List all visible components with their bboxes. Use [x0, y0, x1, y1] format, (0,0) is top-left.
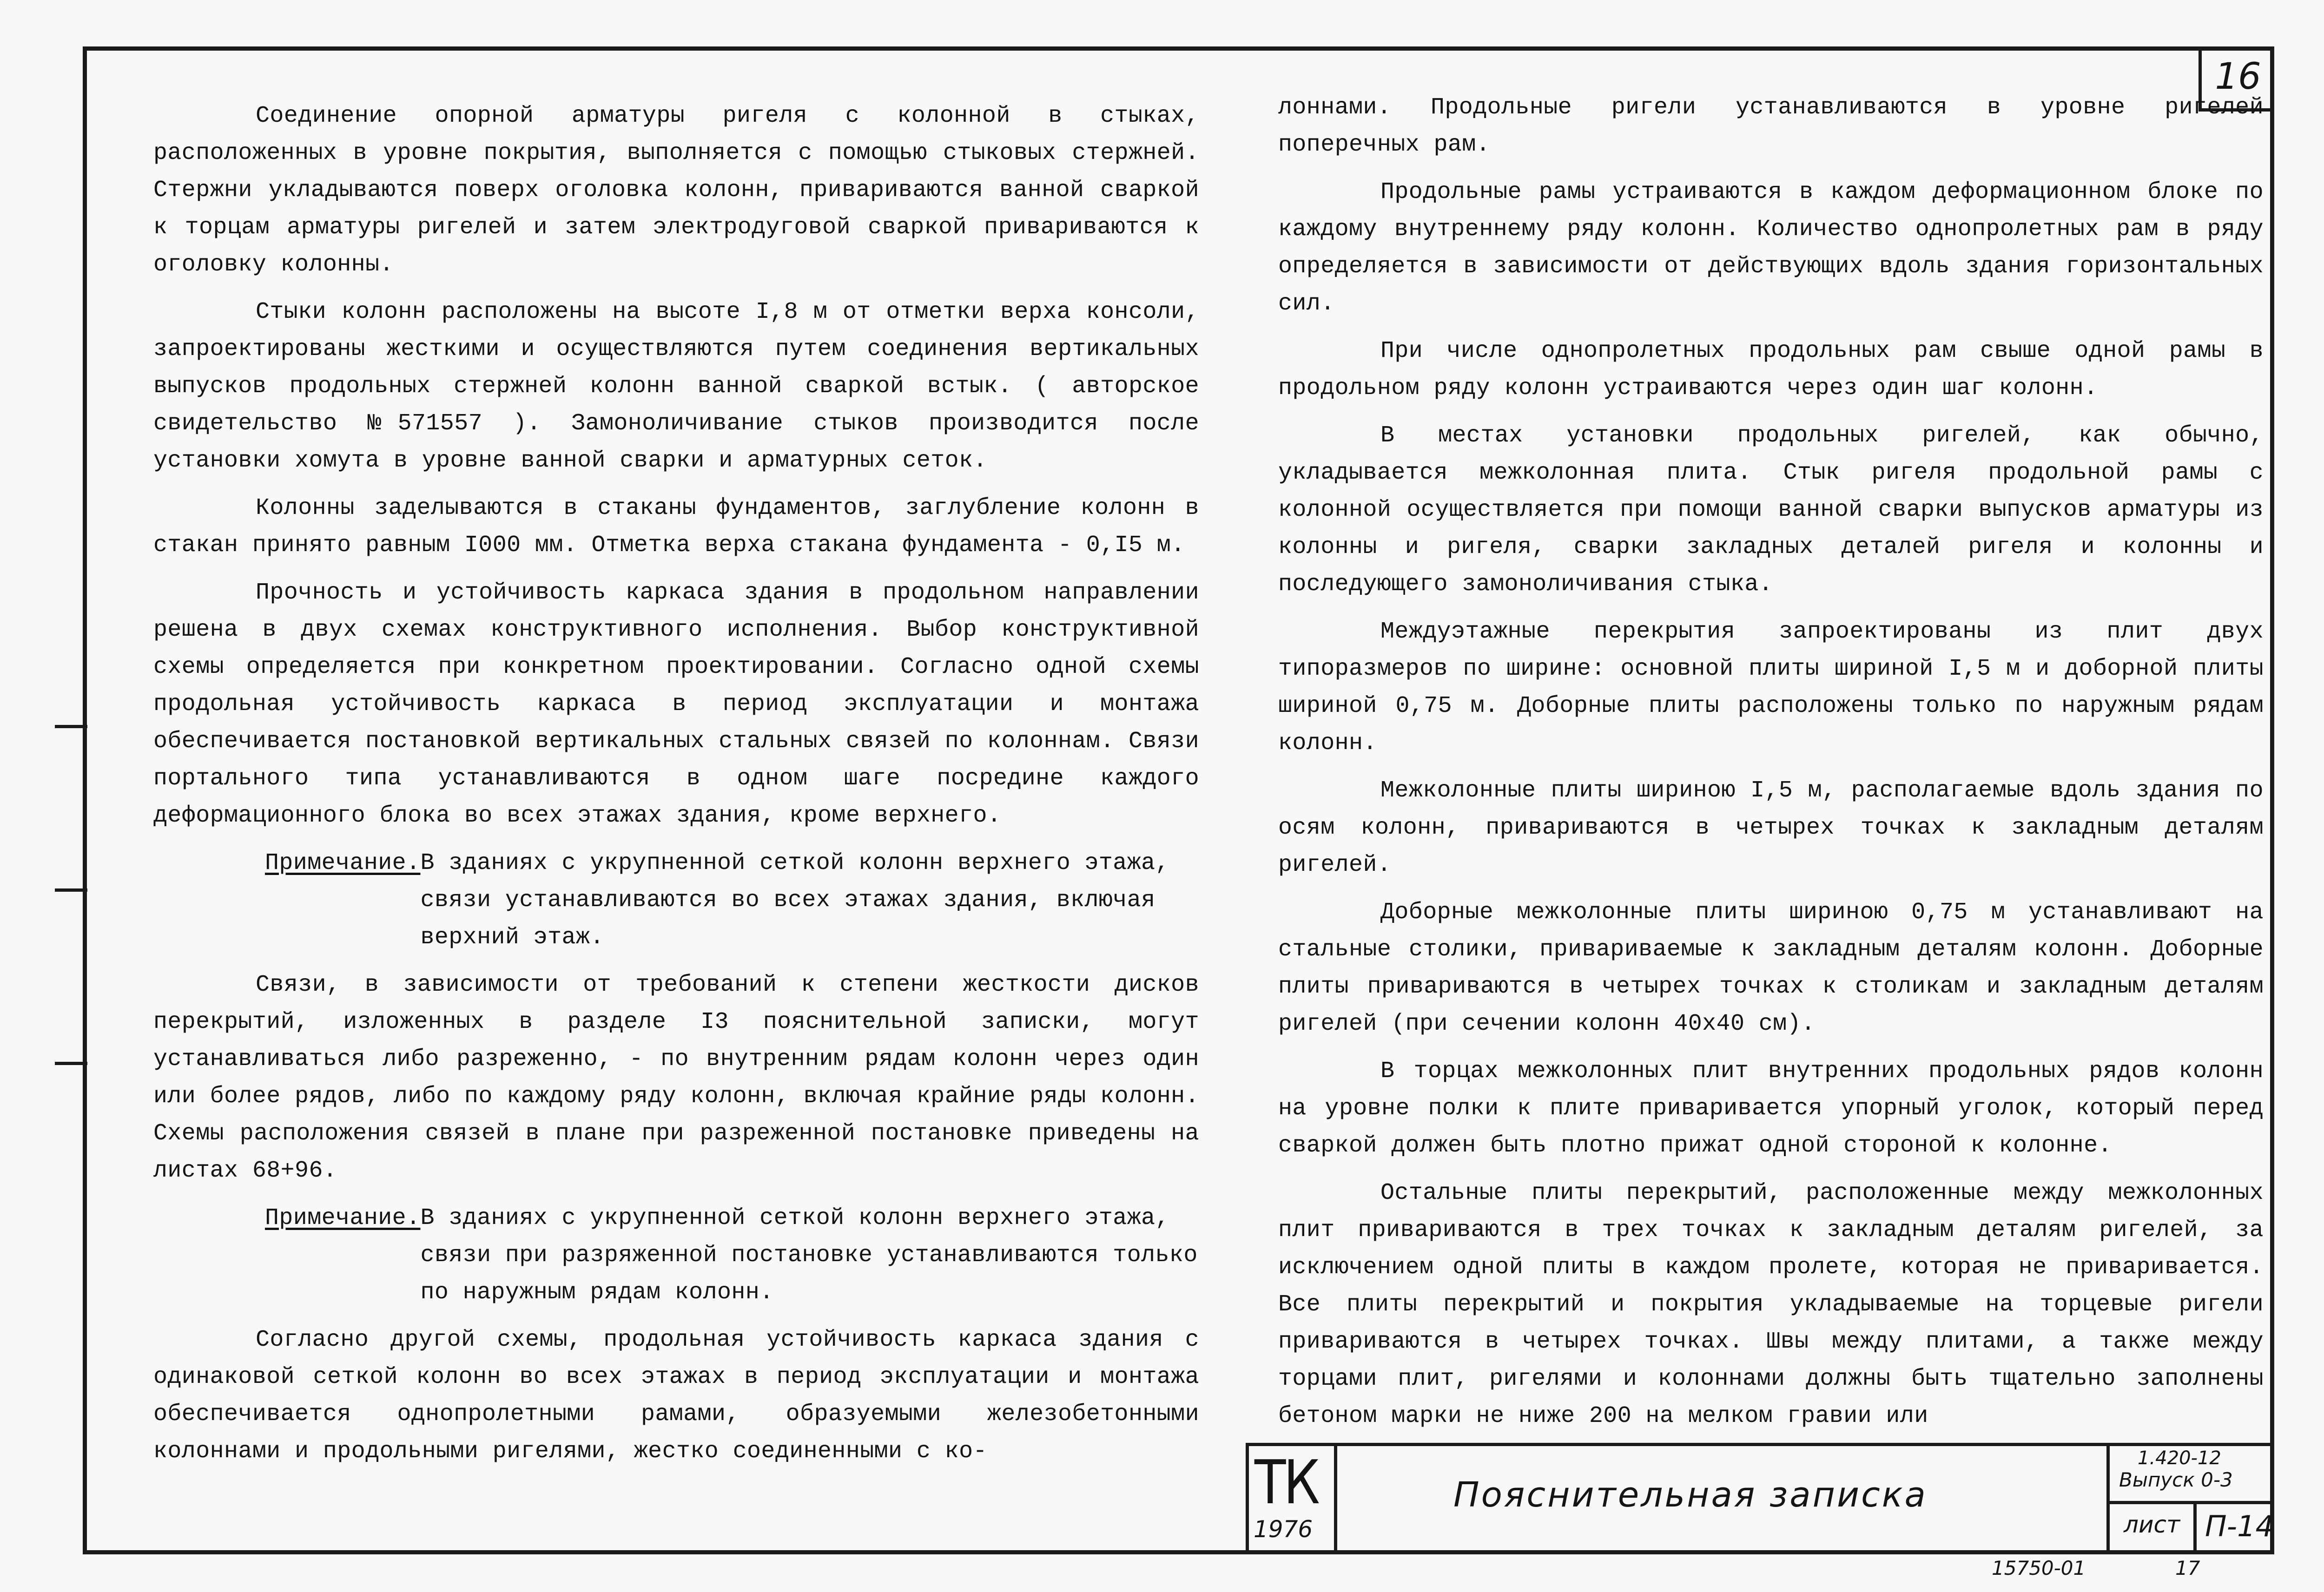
series-code: 1.420-12	[2138, 1447, 2221, 1469]
note-text: В зданиях с укрупненной сеткой колонн верхнего этажа, связи устанавливаются во всех этажах здания, включая верхний этаж.	[420, 850, 1169, 951]
archive-number: 15750-01	[1992, 1557, 2086, 1579]
paragraph: В торцах межколонных плит внутренних продольных рядов колонн на уровне полки к плите приваривается упорный уголок, который перед сваркой должен быть плотно прижат одной стороной к колонне.	[1278, 1058, 2264, 1159]
left-text-column	[153, 98, 1199, 1480]
binding-mark	[55, 725, 87, 728]
note-label: Примечание.	[265, 850, 421, 876]
paragraph: Междуэтажные перекрытия запроектированы из плит двух типоразмеров по ширине: основной плиты шириной I,5 м и доборной плиты шириной 0,75 м. Доборные плиты расположены только по наружным рядам колонн.	[1278, 618, 2264, 757]
paragraph: При числе однопролетных продольных рам свыше одной рамы в продольном ряду колонн устраиваются через один шаг колонн.	[1278, 338, 2264, 401]
paragraph: Доборные межколонные плиты шириною 0,75 м устанавливают на стальные столики, привариваемые к закладным деталям колонн. Доборные плиты привариваются в четырех точках к столикам и закладным деталям ригелей (при сечении колонн 40х40 см).	[1278, 899, 2264, 1037]
binding-mark	[55, 1062, 87, 1065]
sheet-label: лист	[2124, 1511, 2180, 1538]
divider	[2110, 1501, 2274, 1504]
archive-sheet-number: 17	[2175, 1557, 2200, 1579]
paragraph: Согласно другой схемы, продольная устойчивость каркаса здания с одинаковой сеткой колонн во всех этажах в период эксплуатации и монтажа обеспечивается однопролетными рамами, образуемыми железобетонными колоннами и продольными ригелями, жестко соединенными с ко-	[153, 1327, 1199, 1465]
right-text-column	[1278, 89, 2264, 1445]
paragraph: В местах установки продольных ригелей, как обычно, укладывается межколонная плита. Стык ригеля продольной рамы с колонной осуществляется при помощи ванной сварки выпусков арматуры из колонны и ригеля, сварки закладных деталей ригеля и колонны и последующего замоноличивания стыка.	[1278, 422, 2264, 598]
paragraph: Колонны заделываются в стаканы фундаментов, заглубление колонн в стакан принято равным I000 мм. Отметка верха стакана фундамента - 0,I5 м.	[153, 495, 1199, 559]
note-text: В зданиях с укрупненной сеткой колонн верхнего этажа, связи при разряженной постановке устанавливаются только по наружным рядам колонн.	[420, 1205, 1198, 1306]
paragraph: Связи, в зависимости от требований к степени жесткости дисков перекрытий, изложенных в разделе I3 пояснительной записки, могут устанавливаться либо разреженно, - по внутренним рядам колонн через один или более рядов, либо по каждому ряду колонн, включая крайние ряды колонн. Схемы расположения связей в плане при разреженной постановке приведены на листах 68+96.	[153, 972, 1199, 1184]
sheet-number: 16	[2199, 46, 2274, 112]
binding-mark	[55, 888, 87, 892]
note-label: Примечание.	[265, 1205, 421, 1231]
note-block	[153, 1200, 1199, 1311]
document-title: Пояснительная записка	[1453, 1475, 1928, 1515]
paragraph: Стыки колонн расположены на высоте I,8 м от отметки верха консоли, запроектированы жесткими и осуществляются путем соединения вертикальных выпусков продольных стержней колонн ванной сваркой встык. ( авторское свидетельство №571557 ). Замоноличивание стыков производится после установки хомута в уровне ванной сварки и арматурных сеток.	[153, 299, 1199, 474]
sheet-value: П-14	[2205, 1509, 2274, 1543]
organization-mark: ТК	[1254, 1447, 1318, 1518]
note-block	[153, 845, 1199, 956]
divider	[2193, 1504, 2197, 1554]
designation-cell	[2106, 1446, 2274, 1554]
title-block	[1246, 1443, 2274, 1554]
paragraph-continuation: лоннами. Продольные ригели устанавливаются в уровне ригелей поперечных рам.	[1278, 94, 2264, 158]
paragraph: Межколонные плиты шириною I,5 м, располагаемые вдоль здания по осям колонн, привариваются в четырех точках к закладным деталям ригелей.	[1278, 777, 2264, 878]
year: 1976	[1254, 1516, 1313, 1543]
paragraph: Остальные плиты перекрытий, расположенные между межколонных плит привариваются в трех точках к закладным деталям ригелей, за исключением одной плиты в каждом пролете, которая не приваривается. Все плиты перекрытий и покрытия укладываемые на торцевые ригели привариваются в четырех точках. Швы между плитами, а также между торцами плит, ригелями и колоннами должны быть тщательно заполнены бетоном марки не ниже 200 на мелком гравии или	[1278, 1180, 2264, 1429]
paragraph: Прочность и устойчивость каркаса здания в продольном направлении решена в двух схемах конструктивного исполнения. Выбор конструктивной схемы определяется при конкретном проектировании. Согласно одной схемы продольная устойчивость каркаса в период эксплуатации и монтажа обеспечивается постановкой вертикальных стальных связей по колоннам. Связи портального типа устанавливаются в одном шаге посредине каждого деформационного блока во всех этажах здания, кроме верхнего.	[153, 579, 1199, 829]
paragraph: Соединение опорной арматуры ригеля с колонной в стыках, расположенных в уровне покрытия, выполняется с помощью стыковых стержней. Стержни укладываются поверх оголовка колонн, привариваются ванной сваркой к торцам арматуры ригелей и затем электродуговой сваркой привариваются к оголовку колонны.	[153, 103, 1199, 278]
paragraph: Продольные рамы устраиваются в каждом деформационном блоке по каждому внутреннему ряду колонн. Количество однопролетных рам в ряду определяется в зависимости от действующих вдоль здания горизонтальных сил.	[1278, 179, 2264, 317]
release-number: Выпуск 0-3	[2119, 1468, 2233, 1491]
organization-cell	[1249, 1446, 1337, 1554]
